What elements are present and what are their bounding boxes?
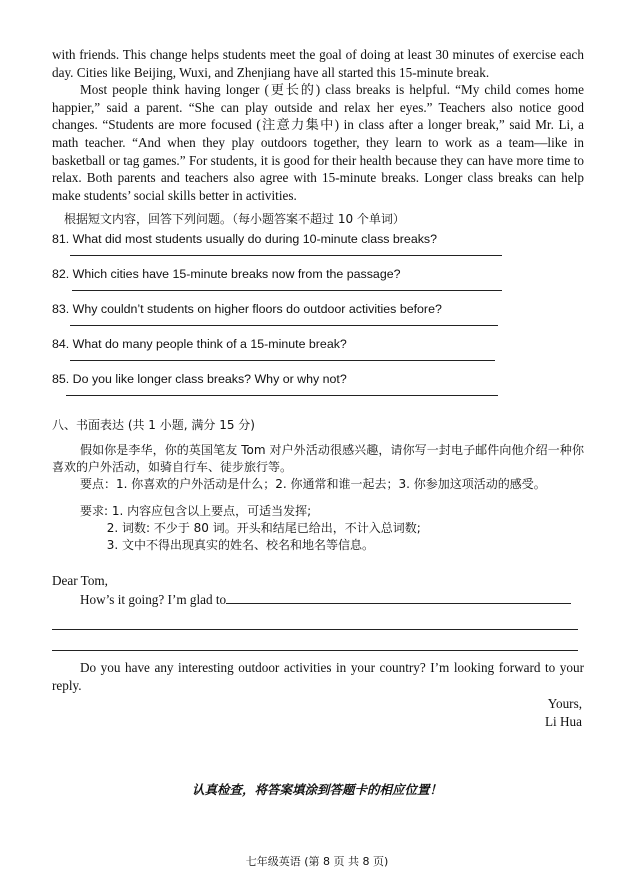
questions-instruction: 根据短文内容，回答下列问题。（每小题答案不超过 10 个单词） [64, 212, 405, 227]
answer-line-82[interactable] [72, 290, 502, 291]
question-84-text: 84. What do many people think of a 15-minute break? [52, 337, 347, 352]
writing-task-points: 要点：1. 你喜欢的户外活动是什么；2. 你通常和谁一起去；3. 你参加这项活动的感受。 [80, 477, 546, 492]
requirement-3: 3. 文中不得出现真实的姓名、校名和地名等信息。 [80, 538, 374, 553]
question-85-text: 85. Do you like longer class breaks? Why or why not? [52, 372, 347, 387]
writing-task [52, 442, 584, 493]
letter-closing: Do you have any interesting outdoor activities in your country? I’m looking forward to your reply. [52, 660, 584, 694]
requirement-2: 2. 词数: 不少于 80 词。开头和结尾已给出，不计入总词数; [80, 521, 421, 536]
writing-requirements [52, 503, 584, 554]
writing-task-description: 假如你是李华，你的英国笔友 Tom 对户外活动很感兴趣，请你写一封电子邮件向他介绍一种你喜欢的户外活动，如骑自行车、徒步旅行等。 [52, 443, 584, 475]
letter-signature: Li Hua [545, 714, 582, 730]
letter-writing-line-1[interactable] [226, 590, 571, 604]
letter-opening-line [52, 590, 584, 609]
question-82-text: 82. Which cities have 15-minute breaks now from the passage? [52, 267, 401, 282]
answer-line-84[interactable] [70, 360, 495, 361]
question-list [52, 228, 584, 403]
letter-yours: Yours, [547, 696, 582, 712]
letter [52, 572, 584, 731]
answer-line-83[interactable] [70, 325, 498, 326]
question-83 [52, 298, 584, 333]
section-8-title: 八、书面表达 (共 1 小题, 满分 15 分) [52, 418, 255, 433]
letter-opening: How’s it going? I’m glad to [80, 592, 227, 608]
question-81 [52, 228, 584, 263]
question-84 [52, 333, 584, 368]
answer-sheet-reminder: 认真检查，将答案填涂到答题卡的相应位置！ [191, 782, 442, 797]
passage-paragraph-2: Most people think having longer (更长的) class breaks is helpful. “My child comes home happier,” said a parent. “She can play outside and relax her eyes.” Teachers also notice good changes. “Students are more focused (注意力集中) in class after a longer break,” said Mr. Li, a math teacher. “And when they play outdoors together, they learn to work as a team—like in basketball or tag games.” For students, it is good for their health because they can have more time to relax. Both parents and teachers also agree with 15-minute breaks. Longer class breaks can help make students’ social skills better in activities. [52, 82, 584, 203]
passage-paragraph-continued: with friends. This change helps students meet the goal of doing at least 30 minutes of exercise each day. Cities like Beijing, Wuxi, and Zhenjiang have all started this 15-minute break. [52, 47, 584, 80]
question-82 [52, 263, 584, 298]
answer-line-81[interactable] [70, 255, 502, 256]
letter-writing-line-2[interactable] [52, 609, 578, 630]
question-85 [52, 368, 584, 403]
page-footer: 七年级英语 (第 8 页 共 8 页) [245, 855, 389, 868]
answer-line-85[interactable] [66, 395, 498, 396]
letter-writing-line-3[interactable] [52, 630, 578, 651]
letter-salutation: Dear Tom, [52, 573, 108, 589]
question-81-text: 81. What did most students usually do during 10-minute class breaks? [52, 232, 437, 247]
question-83-text: 83. Why couldn’t students on higher floors do outdoor activities before? [52, 302, 442, 317]
exam-page [52, 46, 584, 731]
requirement-1: 要求: 1. 内容应包含以上要点，可适当发挥; [80, 504, 312, 519]
